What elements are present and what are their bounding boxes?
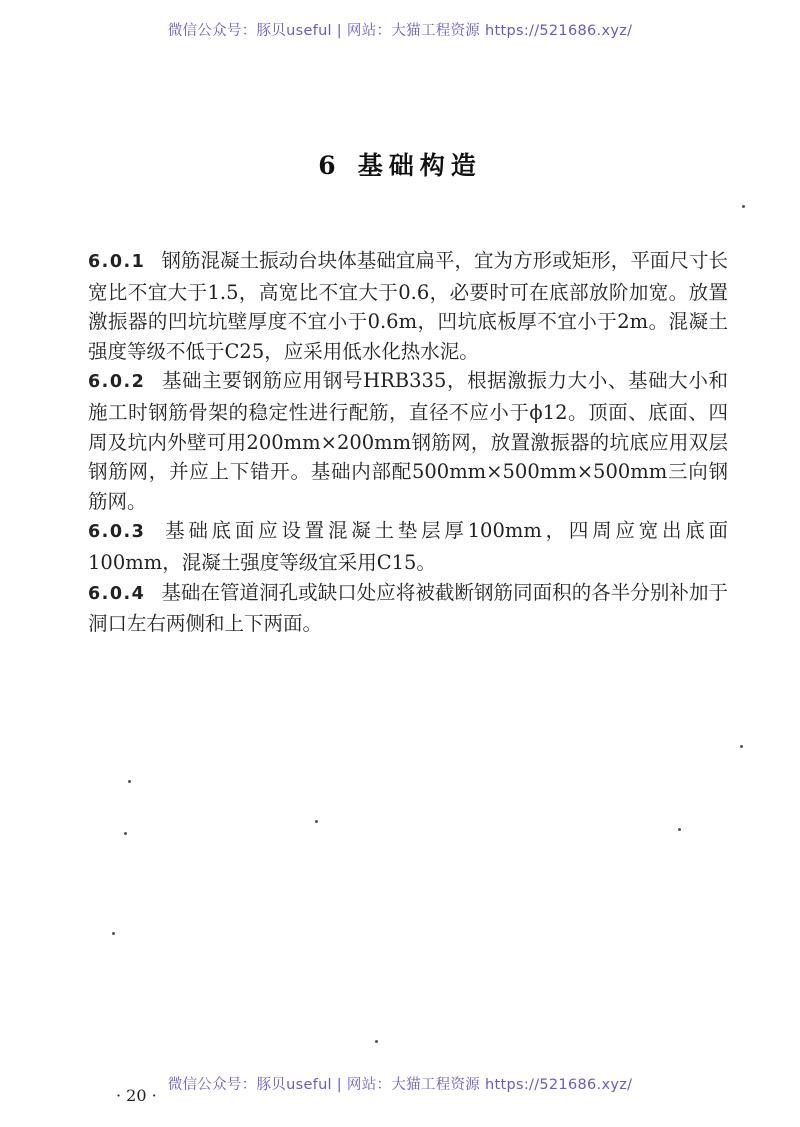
- scan-speck: [124, 832, 127, 835]
- scan-speck: [315, 820, 318, 823]
- clause-6-0-3: [88, 516, 728, 577]
- clause-number: 6.0.3: [88, 522, 146, 543]
- chapter-number: 6: [318, 151, 336, 180]
- scan-speck: [742, 205, 745, 208]
- clause-text: 基础底面应设置混凝土垫层厚100mm，四周应宽出底面100mm，混凝土强度等级宜采用C15。: [88, 519, 728, 574]
- watermark-top: 微信公众号：豚贝useful | 网站：大猫工程资源 https://521686.xyz/: [167, 23, 633, 39]
- scan-speck: [375, 1040, 378, 1043]
- clause-6-0-1: [88, 246, 728, 366]
- watermark-bottom: 微信公众号：豚贝useful | 网站：大猫工程资源 https://521686.xyz/: [167, 1077, 633, 1093]
- clause-number: 6.0.1: [88, 252, 146, 272]
- clause-list: [88, 246, 728, 639]
- clause-number: 6.0.2: [88, 372, 146, 393]
- clause-text: 基础在管道洞孔或缺口处应将被截断钢筋同面积的各半分别补加于洞口左右两侧和上下两面。: [88, 580, 728, 636]
- chapter-title: [0, 146, 800, 182]
- scan-speck: [678, 828, 681, 831]
- scan-speck: [128, 780, 131, 783]
- chapter-title-text: 基础构造: [357, 151, 482, 180]
- clause-number: 6.0.4: [88, 583, 146, 604]
- clause-6-0-2: [88, 366, 728, 516]
- scan-speck: [112, 932, 115, 935]
- clause-6-0-4: [88, 578, 728, 639]
- page-number: · 20 ·: [116, 1086, 157, 1105]
- clause-text: 基础主要钢筋应用钢号HRB335，根据激振力大小、基础大小和施工时钢筋骨架的稳定性进行配筋，直径不应小于ϕ12。顶面、底面、四周及坑内外壁可用200mm×200mm钢筋网，放置激振器的坑底应用双层钢筋网，并应上下错开。基础内部配500mm×500mm×500mm三向钢筋网。: [88, 369, 728, 513]
- scan-speck: [740, 745, 743, 748]
- clause-text: 钢筋混凝土振动台块体基础宜扁平，宜为方形或矩形，平面尺寸长宽比不宜大于1.5，高宽比不宜大于0.6，必要时可在底部放阶加宽。放置激振器的凹坑坑壁厚度不宜小于0.6m，凹坑底板厚不宜小于2m。混凝土强度等级不低于C25，应采用低水化热水泥。: [88, 249, 728, 363]
